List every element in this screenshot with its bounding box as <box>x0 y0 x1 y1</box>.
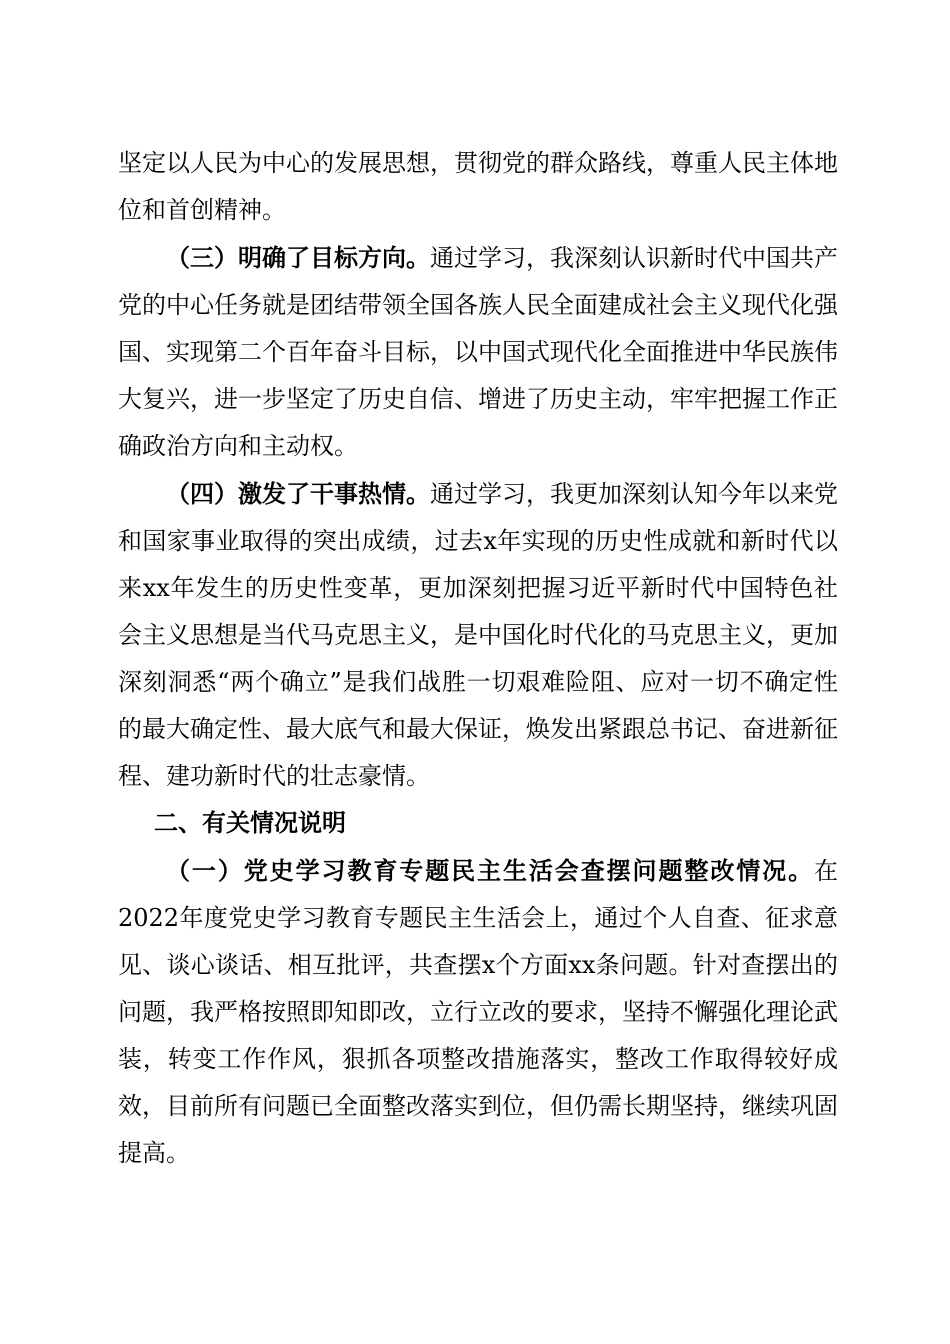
paragraph-rectification <box>118 847 838 1177</box>
paragraph-text: 坚定以人民为中心的发展思想，贯彻党的群众路线，尊重人民主体地位和首创精神。 <box>118 149 838 224</box>
section-heading: 二、有关情况说明 <box>154 809 346 837</box>
paragraph-lead: （三）明确了目标方向。 <box>166 243 430 272</box>
document-body <box>118 140 838 1177</box>
paragraph-lead: （四）激发了干事热情。 <box>166 479 430 508</box>
paragraph-target-direction <box>118 234 838 470</box>
paragraph-work-enthusiasm <box>118 470 838 800</box>
paragraph-text: 通过学习，我深刻认识新时代中国共产党的中心任务就是团结带领全国各族人民全面建成社会主义现代化强国、实现第二个百年奋斗目标，以中国式现代化全面推进中华民族伟大复兴，进一步坚定了历史自信、增进了历史主动，牢牢把握工作正确政治方向和主动权。 <box>118 244 838 460</box>
paragraph-text: 通过学习，我更加深刻认知今年以来党和国家事业取得的突出成绩，过去x年实现的历史性成就和新时代以来xx年发生的历史性变革，更加深刻把握习近平新时代中国特色社会主义思想是当代马克思主义，是中国化时代化的马克思主义，更加深刻洞悉“两个确立”是我们战胜一切艰难险阻、应对一切不确定性的最大确定性、最大底气和最大保证，焕发出紧跟总书记、奋进新征程、建功新时代的壮志豪情。 <box>118 480 838 790</box>
paragraph-continuation <box>118 140 838 234</box>
paragraph-lead: （一）党史学习教育专题民主生活会查摆问题整改情况。 <box>166 856 814 885</box>
paragraph-text: 在2022年度党史学习教育专题民主生活会上，通过个人自查、征求意见、谈心谈话、相互批评，共查摆x个方面xx条问题。针对查摆出的问题，我严格按照即知即改，立行立改的要求，坚持不懈强化理论武装，转变工作作风，狠抓各项整改措施落实，整改工作取得较好成效，目前所有问题已全面整改落实到位，但仍需长期坚持，继续巩固提高。 <box>118 857 838 1167</box>
